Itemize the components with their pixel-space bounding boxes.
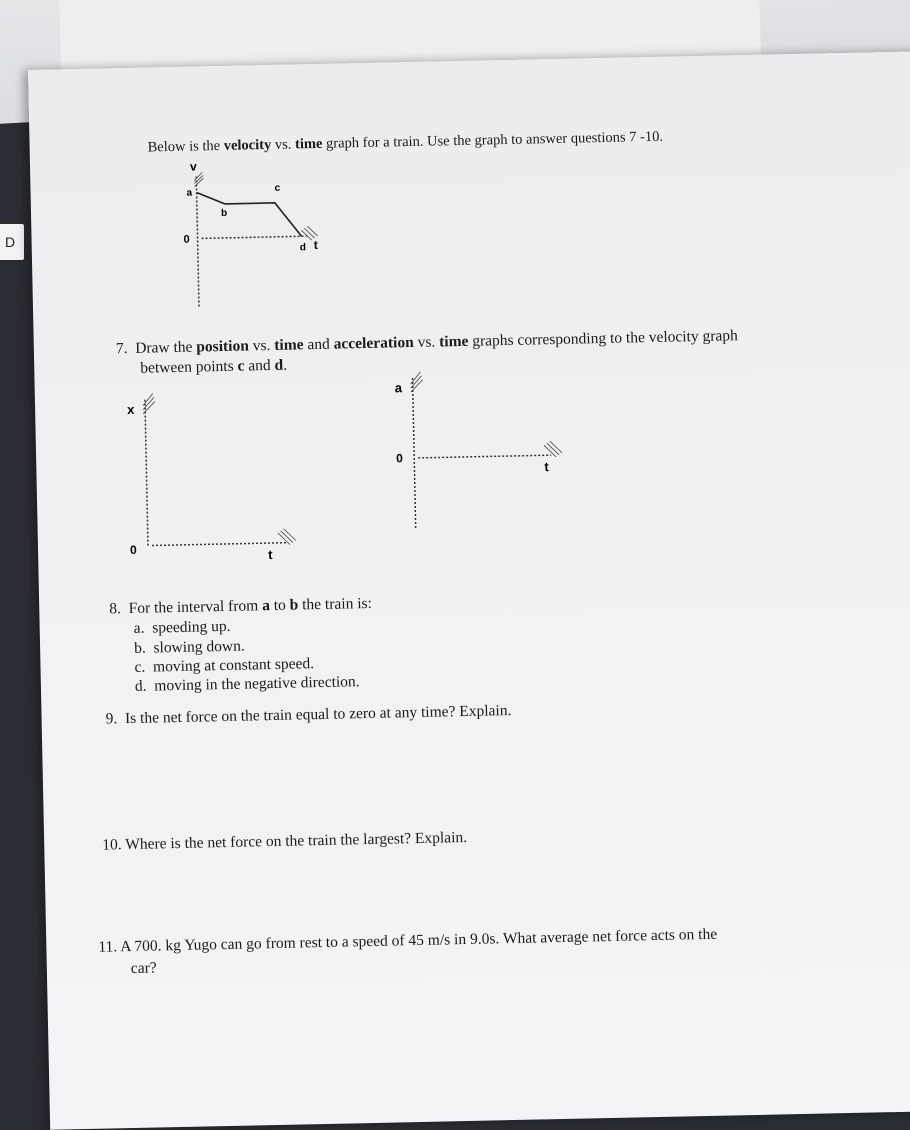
v-t-label: t — [313, 237, 318, 253]
q8-option-c: c. moving at constant speed. — [134, 655, 315, 676]
a-t-label: t — [544, 459, 549, 475]
acceleration-graph — [374, 359, 578, 543]
point-c-label: c — [274, 182, 281, 194]
point-a-label: a — [186, 187, 193, 199]
x-axis-label: x — [126, 401, 135, 417]
question-11-line2: car? — [130, 959, 157, 978]
point-d-label: d — [299, 242, 307, 254]
a-origin-label: 0 — [396, 451, 404, 466]
q8-option-d: d. moving in the negative direction. — [134, 673, 360, 695]
question-11: 11. A 700. kg Yugo can go from rest to a speed of 45 m/s in 9.0s. What average net force acts on the — [98, 925, 718, 956]
question-7-line2: between points c and d. — [140, 356, 288, 377]
x-t-label: t — [268, 546, 273, 563]
a-axis-label: a — [394, 380, 403, 396]
position-graph — [115, 382, 309, 566]
worksheet-page — [28, 51, 910, 1130]
x-origin-label: 0 — [129, 542, 137, 557]
intro-text: Below is the velocity vs. time graph for a train. Use the graph to answer questions 7 -10. — [147, 128, 664, 156]
d-tab-icon: D — [0, 222, 26, 262]
point-b-label: b — [220, 207, 228, 219]
question-8: 8. For the interval from a to b the train is: — [109, 594, 373, 618]
v-axis-label: v — [189, 159, 197, 174]
question-10: 10. Where is the net force on the train the largest? Explain. — [102, 828, 468, 854]
velocity-graph — [150, 155, 343, 319]
q8-option-b: b. slowing down. — [133, 637, 245, 657]
question-9: 9. Is the net force on the train equal to zero at any time? Explain. — [105, 702, 512, 728]
question-7: 7. Draw the position vs. time and acceleration vs. time graphs corresponding to the velocity graph — [115, 327, 738, 358]
q8-option-a: a. speeding up. — [133, 617, 231, 637]
velocity-line — [197, 190, 302, 238]
v-origin-label: 0 — [183, 233, 190, 246]
